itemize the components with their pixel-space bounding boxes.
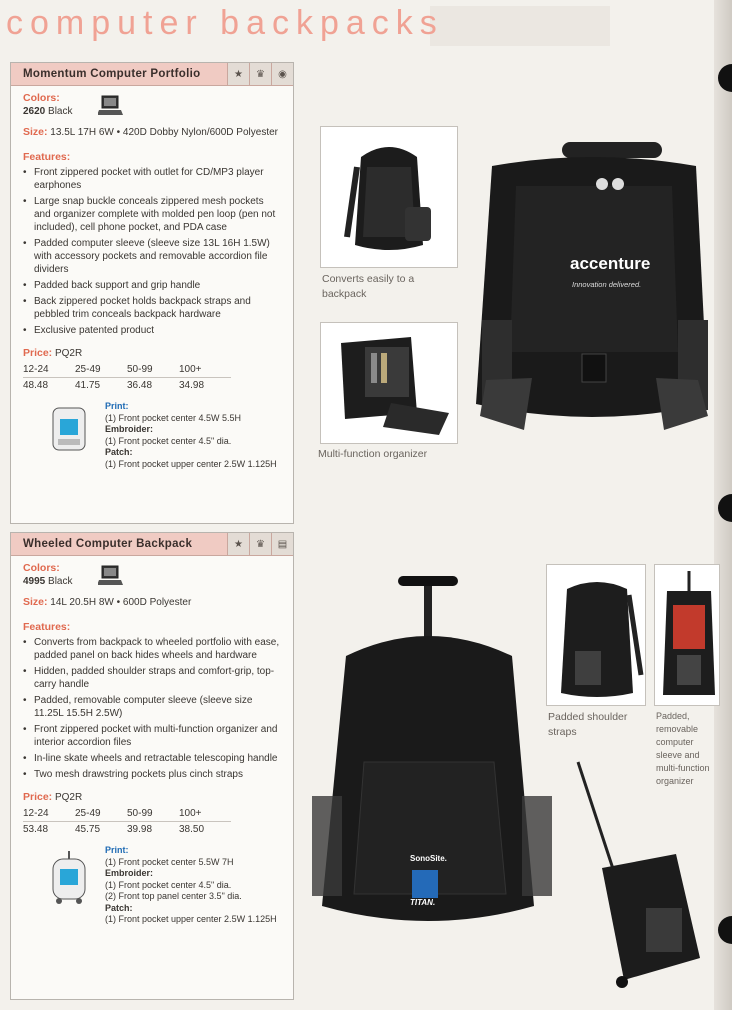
feature-item: • Hidden, padded shoulder straps and comfort-grip, top-carry handle bbox=[23, 665, 283, 691]
price-cell: 39.98 bbox=[127, 824, 153, 835]
feature-item: • Converts from backpack to wheeled portfolio with ease, padded panel on back hides wheels and hardware bbox=[23, 636, 283, 662]
crown-icon: ♛ bbox=[249, 63, 271, 85]
print-text: (1) Front pocket center 5.5W 7H bbox=[105, 856, 234, 867]
price-cell: 36.48 bbox=[127, 380, 153, 391]
embroider-label: Embroider: bbox=[105, 868, 154, 878]
print-label: Print: bbox=[105, 845, 129, 855]
feature-item: • Large snap buckle conceals zippered mesh pockets and organizer complete with molded pen loop (pen not included), cell phone pocket, and PDA case bbox=[23, 195, 283, 234]
colors-label: Colors: bbox=[23, 92, 60, 104]
patch-label: Patch: bbox=[105, 447, 133, 457]
price-cell: 45.75 bbox=[75, 824, 101, 835]
photo-wheeled-rolling bbox=[572, 758, 712, 990]
colors-label: Colors: bbox=[23, 562, 60, 574]
print-label: Print: bbox=[105, 401, 129, 411]
faded-background bbox=[430, 6, 610, 46]
feature-item: • In-line skate wheels and retractable telescoping handle bbox=[23, 752, 283, 765]
eye-icon: ◉ bbox=[271, 63, 293, 85]
product-name: Momentum Computer Portfolio bbox=[23, 68, 201, 80]
color-code: 4995 bbox=[23, 576, 46, 587]
patch-label: Patch: bbox=[105, 902, 133, 913]
logo-tagline: TITAN. bbox=[410, 898, 436, 907]
imprint-section bbox=[23, 401, 283, 470]
photo-backpack-mode bbox=[320, 126, 458, 268]
photo-portfolio-main bbox=[472, 140, 712, 436]
embroider-label: Embroider: bbox=[105, 424, 154, 434]
qty-cell: 50-99 bbox=[127, 362, 179, 378]
feature-item: • Front zippered pocket with multi-function organizer and interior accordion files bbox=[23, 723, 283, 749]
imprint-section bbox=[23, 845, 283, 926]
size-text: 14L 20.5H 8W • 600D Polyester bbox=[50, 597, 192, 608]
page-title: computer backpacks bbox=[6, 4, 444, 42]
laptop-icon bbox=[98, 564, 124, 588]
feature-item: • Back zippered pocket holds backpack straps and pebbled trim conceals backpack hardware bbox=[23, 295, 283, 321]
product-header bbox=[11, 63, 293, 86]
price-table bbox=[23, 362, 283, 393]
feature-item: • Padded computer sleeve (sleeve size 13L 16H 1.5W) with accessory pockets and removable accordion file dividers bbox=[23, 237, 283, 276]
price-code: PQ2R bbox=[54, 348, 83, 359]
photo-wheeled-main bbox=[306, 576, 558, 942]
caption: Padded, removable computer sleeve and multi-function organizer bbox=[656, 711, 710, 786]
size-label: Size: bbox=[23, 596, 48, 608]
feature-item: • Two mesh drawstring pockets plus cinch straps bbox=[23, 768, 283, 781]
logo-tagline: Innovation delivered. bbox=[572, 280, 642, 289]
feature-item: • Padded, removable computer sleeve (sleeve size 11.25L 15.5H 2.5W) bbox=[23, 694, 283, 720]
star-icon: ★ bbox=[227, 63, 249, 85]
caption: Padded shoulder straps bbox=[548, 711, 628, 738]
product-panel-momentum bbox=[10, 62, 294, 524]
patch-text: (1) Front pocket upper center 2.5W 1.125H bbox=[105, 914, 277, 924]
price-cell: 38.50 bbox=[179, 824, 205, 835]
size-label: Size: bbox=[23, 126, 48, 138]
embroider-line: (1) Front pocket center 4.5" dia. bbox=[105, 879, 232, 890]
features-list bbox=[23, 166, 283, 337]
caption: Converts easily to a backpack bbox=[322, 273, 415, 300]
feature-item: • Front zippered pocket with outlet for CD/MP3 player earphones bbox=[23, 166, 283, 192]
feature-item: • Exclusive patented product bbox=[23, 324, 283, 337]
product-name: Wheeled Computer Backpack bbox=[23, 538, 193, 550]
embroider-line: (1) Front pocket center 4.5" dia. bbox=[105, 435, 232, 446]
color-name: Black bbox=[48, 106, 73, 117]
features-label: Features: bbox=[23, 151, 71, 163]
backpack-imprint-icon bbox=[49, 849, 89, 905]
qty-cell: 25-49 bbox=[75, 362, 127, 378]
product-header bbox=[11, 533, 293, 556]
price-cell: 53.48 bbox=[23, 824, 49, 835]
qty-cell: 12-24 bbox=[23, 362, 75, 378]
backpack-imprint-icon bbox=[49, 405, 89, 455]
price-cell: 41.75 bbox=[75, 380, 101, 391]
patch-text: (1) Front pocket upper center 2.5W 1.125H bbox=[105, 458, 277, 469]
features-label: Features: bbox=[23, 621, 71, 633]
logo-brand: SonoSite. bbox=[410, 854, 447, 863]
price-cell: 48.48 bbox=[23, 380, 49, 391]
crown-icon: ♛ bbox=[249, 533, 271, 555]
photo-sleeve-organizer bbox=[654, 564, 720, 706]
product-panel-wheeled bbox=[10, 532, 294, 1000]
patch-icon: ▤ bbox=[271, 533, 293, 555]
price-label: Price: bbox=[23, 347, 53, 359]
embroider-line: (2) Front top panel center 3.5" dia. bbox=[105, 891, 242, 901]
qty-cell: 25-49 bbox=[75, 806, 127, 822]
logo-brand: accenture bbox=[570, 254, 651, 273]
price-table bbox=[23, 806, 283, 837]
caption: Multi-function organizer bbox=[318, 448, 428, 460]
qty-cell: 12-24 bbox=[23, 806, 75, 822]
color-name: Black bbox=[48, 576, 73, 587]
feature-item: • Padded back support and grip handle bbox=[23, 279, 283, 292]
color-code: 2620 bbox=[23, 106, 46, 117]
print-text: (1) Front pocket center 4.5W 5.5H bbox=[105, 412, 242, 423]
price-code: PQ2R bbox=[54, 792, 83, 803]
qty-cell: 100+ bbox=[179, 362, 231, 378]
star-icon: ★ bbox=[227, 533, 249, 555]
photo-organizer bbox=[320, 322, 458, 444]
features-list bbox=[23, 636, 283, 781]
qty-cell: 100+ bbox=[179, 806, 231, 822]
photo-shoulder-straps bbox=[546, 564, 646, 706]
price-label: Price: bbox=[23, 791, 53, 803]
price-cell: 34.98 bbox=[179, 380, 205, 391]
laptop-icon bbox=[98, 94, 124, 118]
qty-cell: 50-99 bbox=[127, 806, 179, 822]
size-text: 13.5L 17H 6W • 420D Dobby Nylon/600D Polyester bbox=[50, 127, 278, 138]
